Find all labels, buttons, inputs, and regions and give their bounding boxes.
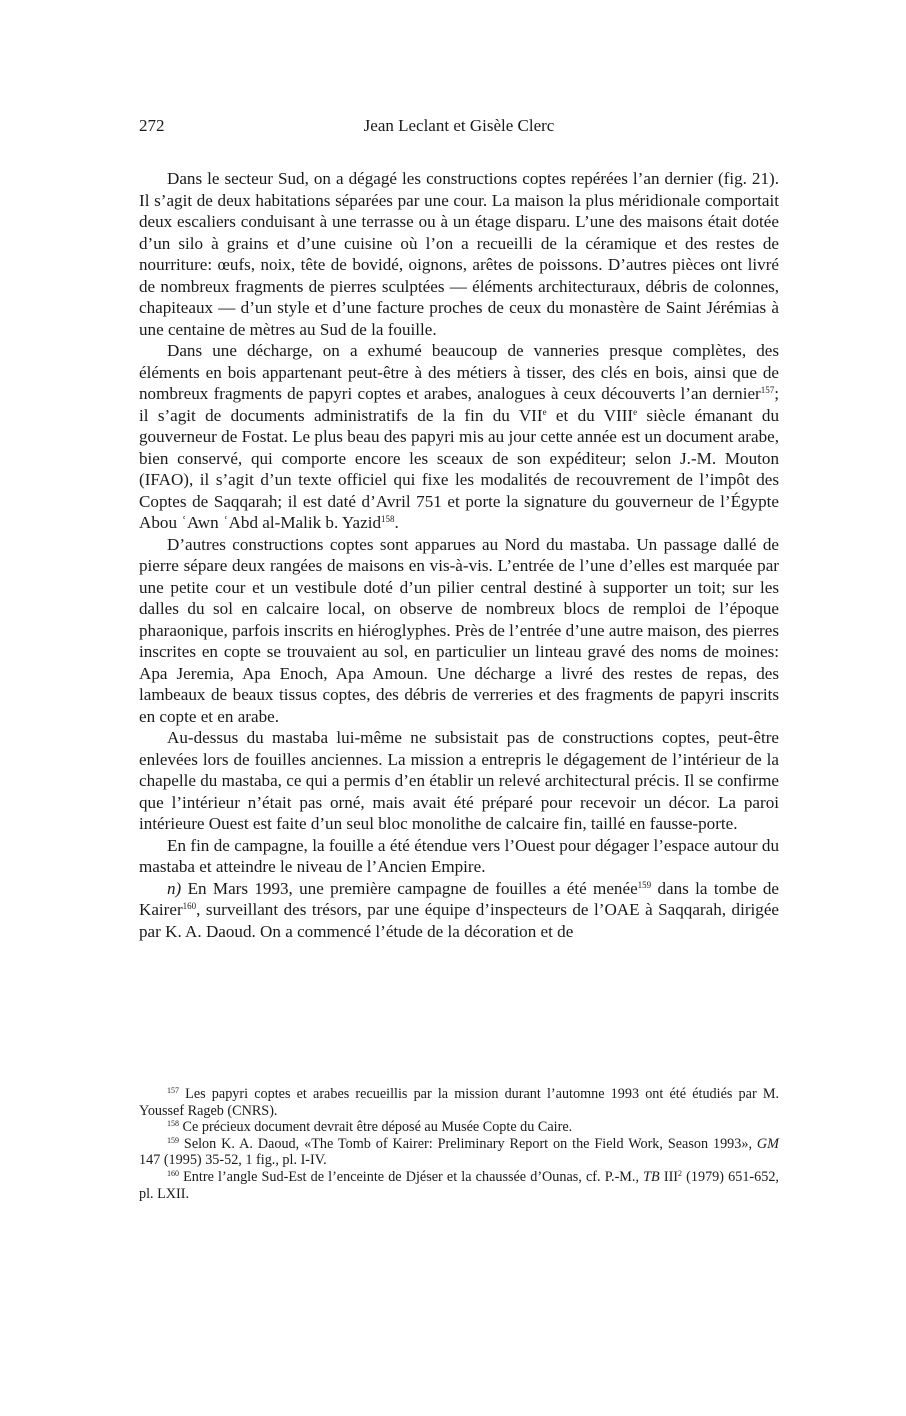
ordinal-superscript: e bbox=[542, 406, 547, 417]
body-text bbox=[139, 168, 779, 942]
footnote-text: (1979) 651-652, pl. LXII. bbox=[139, 1168, 779, 1202]
page-header bbox=[139, 116, 779, 138]
footnote-160 bbox=[139, 1169, 779, 1202]
paragraph-4: Au-dessus du mastaba lui-même ne subsistait pas de constructions coptes, peut-être enlevées lors de fouilles anciennes. La mission a entrepris le dégagement de l’intérieur de la chapelle du mastaba, ce qui a permis d’en établir un relevé architectural précis. Il se confirme que l’intérieur n’était pas orné, mais avait été préparé pour recevoir un décor. La paroi intérieure Ouest est faite d’un seul bloc monolithe de calcaire fin, taillé en fausse-porte. bbox=[139, 728, 779, 833]
text-run: En Mars 1993, une première campagne de fouilles a été menée bbox=[181, 878, 638, 898]
footnote-ref-160[interactable]: 160 bbox=[182, 901, 197, 911]
text-run: Dans une décharge, on a exhumé beaucoup de vanneries presque complètes, des éléments en bois appartenant peut-être à des métiers à tisser, des clés en bois, ainsi que de nombreux fragments de papyri coptes et arabes, analogues à ceux découverts l’an dernier bbox=[139, 341, 779, 403]
footnote-text: Entre l’angle Sud-Est de l’enceinte de Djéser et la chaussée d’Ounas, cf. P.-M., bbox=[179, 1168, 644, 1185]
footnote-text: Selon K. A. Daoud, «The Tomb of Kairer: Preliminary Report on the Field Work, Season 1993», bbox=[179, 1135, 757, 1152]
footnote-text: Ce précieux document devrait être déposé au Musée Copte du Caire. bbox=[179, 1119, 573, 1136]
section-label: n) bbox=[167, 878, 182, 898]
page-number: 272 bbox=[139, 116, 165, 135]
footnote-ref-157[interactable]: 157 bbox=[760, 385, 775, 395]
footnote-159 bbox=[139, 1136, 779, 1169]
footnotes bbox=[139, 1086, 779, 1202]
paragraph-6 bbox=[139, 878, 779, 943]
text-run: , surveillant des trésors, par une équipe d’inspecteurs de l’OAE à Saqqarah, dirigée par K. A. Daoud. On a commencé l’étude de la décoration et de bbox=[139, 900, 779, 941]
ordinal-superscript: e bbox=[633, 406, 638, 417]
text-run: ; il s’agit de documents administratifs de la fin du VII bbox=[139, 384, 779, 425]
running-head: Jean Leclant et Gisèle Clerc bbox=[363, 116, 555, 135]
footnote-ref-159[interactable]: 159 bbox=[637, 879, 652, 890]
footnote-number: 159 bbox=[167, 1135, 179, 1145]
paragraph-3: D’autres constructions coptes sont apparues au Nord du mastaba. Un passage dallé de pierre sépare deux rangées de maisons en vis-à-vis. L’entrée de l’une d’elles est marquée par une petite cour et un vestibule doté d’un pilier central destiné à supporter un toit; sur les dalles du sol en calcaire local, on observe de nombreux blocs de remploi de l’époque pharaonique, parfois inscrits en hiéroglyphes. Près de l’entrée d’une autre maison, des pierres inscrites en copte se trouvaient au sol, en particulier un linteau gravé des noms de moines: Apa Jeremia, Apa Enoch, Apa Amoun. Une décharge a livré des restes de repas, des lambeaux de beaux tissus coptes, des débris de verreries et des fragments de papyri inscrits en copte et en arabe. bbox=[139, 534, 779, 726]
footnote-number: 160 bbox=[167, 1168, 179, 1178]
footnote-text: III bbox=[659, 1168, 679, 1185]
paragraph-2 bbox=[139, 340, 779, 534]
footnote-text: Les papyri coptes et arabes recueillis par la mission durant l’automne 1993 ont été étudiés par M. Youssef Rageb (CNRS). bbox=[139, 1086, 779, 1119]
footnote-158 bbox=[139, 1119, 779, 1136]
edition-superscript: 2 bbox=[678, 1168, 683, 1178]
text-run: siècle émanant du gouverneur de Fostat. Le plus beau des papyri mis au jour cette année est un document arabe, bien conservé, qui comporte encore les sceaux de son expéditeur; selon J.-M. Mouton (IFAO), il s’agit d’un texte officiel qui fixe les modalités de recouvrement de l’impôt des Coptes de Saqqarah; il est daté d’Avril 751 et porte la signature du gouverneur de l’Égypte Abou ʿAwn ʿAbd al-Malik b. Yazid bbox=[139, 405, 779, 532]
paragraph-5: En fin de campagne, la fouille a été étendue vers l’Ouest pour dégager l’espace autour du mastaba et atteindre le niveau de l’Ancien Empire. bbox=[139, 835, 779, 876]
text-run: . bbox=[394, 513, 399, 532]
paragraph-1: Dans le secteur Sud, on a dégagé les constructions coptes repérées l’an dernier (fig. 21). Il s’agit de deux habitations séparées par une cour. La maison la plus méridionale comportait deux escaliers conduisant à une terrasse ou à un étage disparu. L’une des maisons était dotée d’un silo à grains et d’une cuisine où l’on a recueilli de la céramique et des restes de nourriture: œufs, noix, tête de bovidé, oignons, arêtes de poissons. D’autres pièces ont livré de nombreux fragments de pierres sculptées — éléments architecturaux, débris de colonnes, chapiteaux — d’un style et d’une facture proches de ceux du monastère de Saint Jérémias à une centaine de mètres au Sud de la fouille. bbox=[139, 169, 779, 339]
journal-abbrev: GM bbox=[756, 1135, 779, 1152]
footnote-157 bbox=[139, 1086, 779, 1119]
text-run: dans la tombe de Kairer bbox=[139, 878, 780, 919]
footnote-number: 158 bbox=[167, 1119, 179, 1129]
footnote-ref-158[interactable]: 158 bbox=[381, 514, 395, 524]
reference-abbrev: TB bbox=[643, 1168, 660, 1185]
footnote-number: 157 bbox=[167, 1086, 179, 1095]
footnote-text: 147 (1995) 35-52, 1 fig., pl. I-IV. bbox=[139, 1152, 327, 1169]
text-run: et du VIII bbox=[546, 405, 634, 425]
